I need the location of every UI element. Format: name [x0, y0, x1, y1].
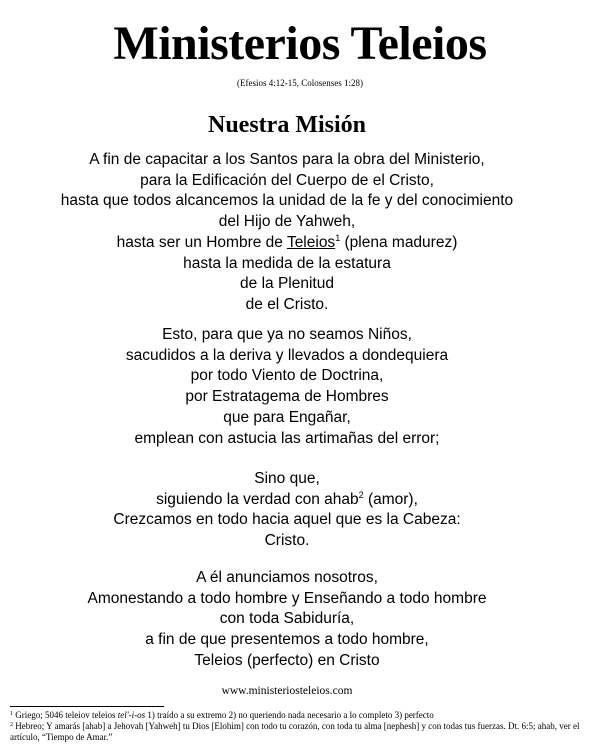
stanza-line: de la Plenitud	[240, 275, 334, 293]
stanza-line: Sino que,	[254, 470, 320, 487]
stanza-line: con toda Sabiduría,	[219, 610, 355, 628]
stanza-line: A él anunciamos nosotros,	[196, 569, 378, 586]
stanza-line: Cristo.	[264, 532, 310, 550]
stanza-text: siguiendo la verdad con ahab	[156, 490, 359, 508]
footnote-mark: 1	[10, 711, 13, 717]
stanza-line: A fin de capacitar a los Santos para la obra del Ministerio,	[89, 151, 485, 168]
stanza-line	[0, 233, 574, 254]
stanza-line: que para Engañar,	[223, 408, 351, 426]
mission-stanza-3	[0, 469, 574, 552]
website-url: www.ministeriosteleios.com	[221, 685, 353, 697]
stanza-line: por todo Viento de Doctrina,	[190, 367, 384, 385]
stanza-line: por Estratagema de Hombres	[185, 388, 389, 406]
footnote-divider	[10, 706, 164, 707]
scripture-reference: (Efesios 4:12-15, Colosenses 1:28)	[237, 78, 363, 88]
footnote-ref-2: 2	[358, 489, 364, 500]
footnote-ref-1: 1	[335, 232, 341, 243]
mission-stanza-2	[0, 325, 574, 449]
stanza-line: Amonestando a todo hombre y Enseñando a todo hombre	[87, 589, 487, 607]
stanza-text: (plena madurez)	[340, 233, 458, 251]
stanza-line: hasta la medida de la estatura	[183, 254, 391, 272]
stanza-line: del Hijo de Yahweh,	[218, 213, 356, 231]
mission-heading: Nuestra Misión	[208, 112, 366, 138]
footnote-text: Griego; 5046 teleiov teleios	[15, 710, 118, 720]
footnote-text: Hebreo; Y amarás [ahab] a Jehovah [Yahweh] tu Dios [Elohim] con todo tu corazón, con toda tu alma [nephesh] y con todas tus fuerzas. Dt. 6:5; ahab, ver el artículo, “Tiempo de Amar.”	[10, 721, 580, 743]
mission-stanza-4	[0, 568, 574, 672]
stanza-line: Esto, para que ya no seamos Niños,	[162, 326, 412, 343]
stanza-text: (amor),	[363, 490, 418, 508]
stanza-line: emplean con astucia las artimañas del error;	[134, 429, 440, 447]
footnote-text: 1) traído a su extremo 2) no queriendo nada necesario a lo completo 3) perfecto	[145, 710, 434, 720]
stanza-line: para la Edificación del Cuerpo de el Cristo,	[140, 171, 434, 189]
teleios-term: Teleios	[286, 233, 336, 251]
stanza-line: hasta que todos alcancemos la unidad de la fe y del conocimiento	[60, 192, 514, 210]
stanza-line: de el Cristo.	[245, 295, 329, 313]
footnote-1	[10, 710, 588, 721]
footnote-mark: 2	[10, 722, 13, 729]
stanza-line: Crezcamos en todo hacia aquel que es la Cabeza:	[113, 511, 461, 529]
footnote-transliteration: tel'-i-os	[117, 710, 146, 720]
stanza-text: hasta ser un Hombre de	[116, 233, 287, 251]
page-title: Ministerios Teleios	[113, 17, 487, 70]
footnote-2	[10, 721, 588, 743]
footnotes	[10, 710, 588, 744]
stanza-line: a fin de que presentemos a todo hombre,	[145, 631, 429, 649]
mission-stanza-1	[0, 150, 574, 316]
stanza-line	[0, 490, 574, 511]
stanza-line: sacudidos a la deriva y llevados a dondequiera	[125, 346, 449, 364]
stanza-line: Teleios (perfecto) en Cristo	[194, 651, 380, 669]
